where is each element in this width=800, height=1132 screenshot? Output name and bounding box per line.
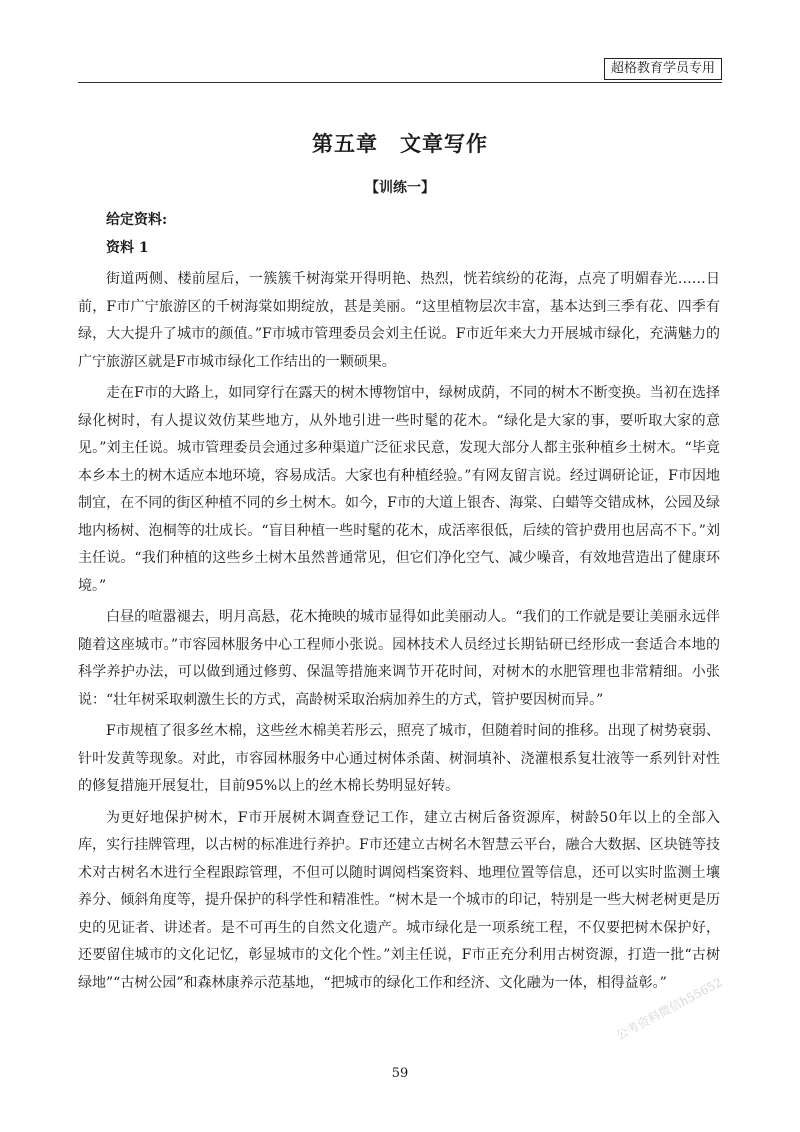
section-title: 【训练一】 (365, 180, 435, 196)
paragraph-4: F市规植了很多丝木棉，这些丝木棉美若彤云，照亮了城市，但随着时间的推移。出现了树势衰弱、针叶发黄等现象。对此，市容园林服务中心通过树体杀菌、树洞填补、浇灌根系复壮液等一系列针对性的修复措施开展复壮，目前95%以上的丝木棉长势明显好转。 (78, 723, 720, 794)
chapter-name: 文章写作 (400, 131, 488, 156)
paragraph-1: 街道两侧、楼前屋后，一簇簇千树海棠开得明艳、热烈，恍若缤纷的花海，点亮了明媚春光……日前，F市广宁旅游区的千树海棠如期绽放，甚是美丽。“这里植物层次丰富，基本达到三季有花、四季有绿，大大提升了城市的颜值。”F市城市管理委员会刘主任说。F市近年来大力开展城市绿化，充满魅力的广宁旅游区就是F市城市绿化工作结出的一颗硕果。 (78, 271, 720, 370)
material-1-label: 资料 1 (106, 239, 149, 256)
page-number: 59 (391, 1066, 409, 1081)
header-divider (78, 82, 722, 83)
exclusive-badge: 超格教育学员专用 (604, 58, 722, 80)
watermark: 公考资料微信h55652 (613, 975, 725, 1043)
paragraph-2: 走在F市的大路上，如同穿行在露天的树木博物馆中，绿树成荫，不同的树木不断变换。当初在选择绿化树时，有人提议效仿某些地方，从外地引进一些时髦的花木。“绿化是大家的事，要听取大家的意见。”刘主任说。城市管理委员会通过多种渠道广泛征求民意，发现大部分人都主张种植乡土树木。“毕竟本乡本土的树木适应本地环境，容易成活。大家也有种植经验。”有网友留言说。经过调研论证，F市因地制宜，在不同的街区种植不同的乡土树木。如今，F市的大道上银杏、海棠、白蜡等交错成林，公园及绿地内杨树、泡桐等的壮成长。“盲目种植一些时髦的花木，成活率很低，后续的管护费用也居高不下。”刘主任说。“我们种植的这些乡土树木虽然普通常见，但它们净化空气、减少噪音，有效地营造出了健康环境。” (78, 385, 720, 594)
chapter-title (0, 128, 800, 158)
paragraph-5: 为更好地保护树木，F市开展树木调查登记工作，建立古树后备资源库，树龄50年以上的全部入库，实行挂牌管理，以古树的标准进行养护。F市还建立古树名木智慧云平台，融合大数据、区块链等技术对古树名木进行全程跟踪管理，不但可以随时调阅档案资料、地理位置等信息，还可以实时监测土壤养分、倾斜角度等，提升保护的科学性和精准性。“树木是一个城市的印记，特别是一些大树老树更是历史的见证者、讲述者。是不可再生的自然文化遗产。城市绿化是一项系统工程，不仅要把树木保护好，还要留住城市的文化记忆，彰显城市的文化个性。”刘主任说，F市正充分利用古树资源，打造一批“古树绿地”“古树公园”和森林康养示范基地，“把城市的绿化工作和经济、文化融为一体，相得益彰。” (78, 809, 720, 991)
given-materials-label: 给定资料: (106, 212, 168, 228)
document-body (78, 207, 720, 997)
paragraph-3: 白昼的喧嚣褪去，明月高悬，花木掩映的城市显得如此美丽动人。“我们的工作就是要让美丽永远伴随着这座城市。”市容园林服务中心工程师小张说。园林技术人员经过长期钻研已经形成一套适合本地的科学养护办法，可以做到通过修剪、保温等措施来调节开花时间，对树木的水肥管理也非常精细。小张说：“壮年树采取刺激生长的方式，高龄树采取治病加养生的方式，管护要因树而异。” (78, 609, 720, 708)
chapter-number: 第五章 (312, 131, 378, 156)
